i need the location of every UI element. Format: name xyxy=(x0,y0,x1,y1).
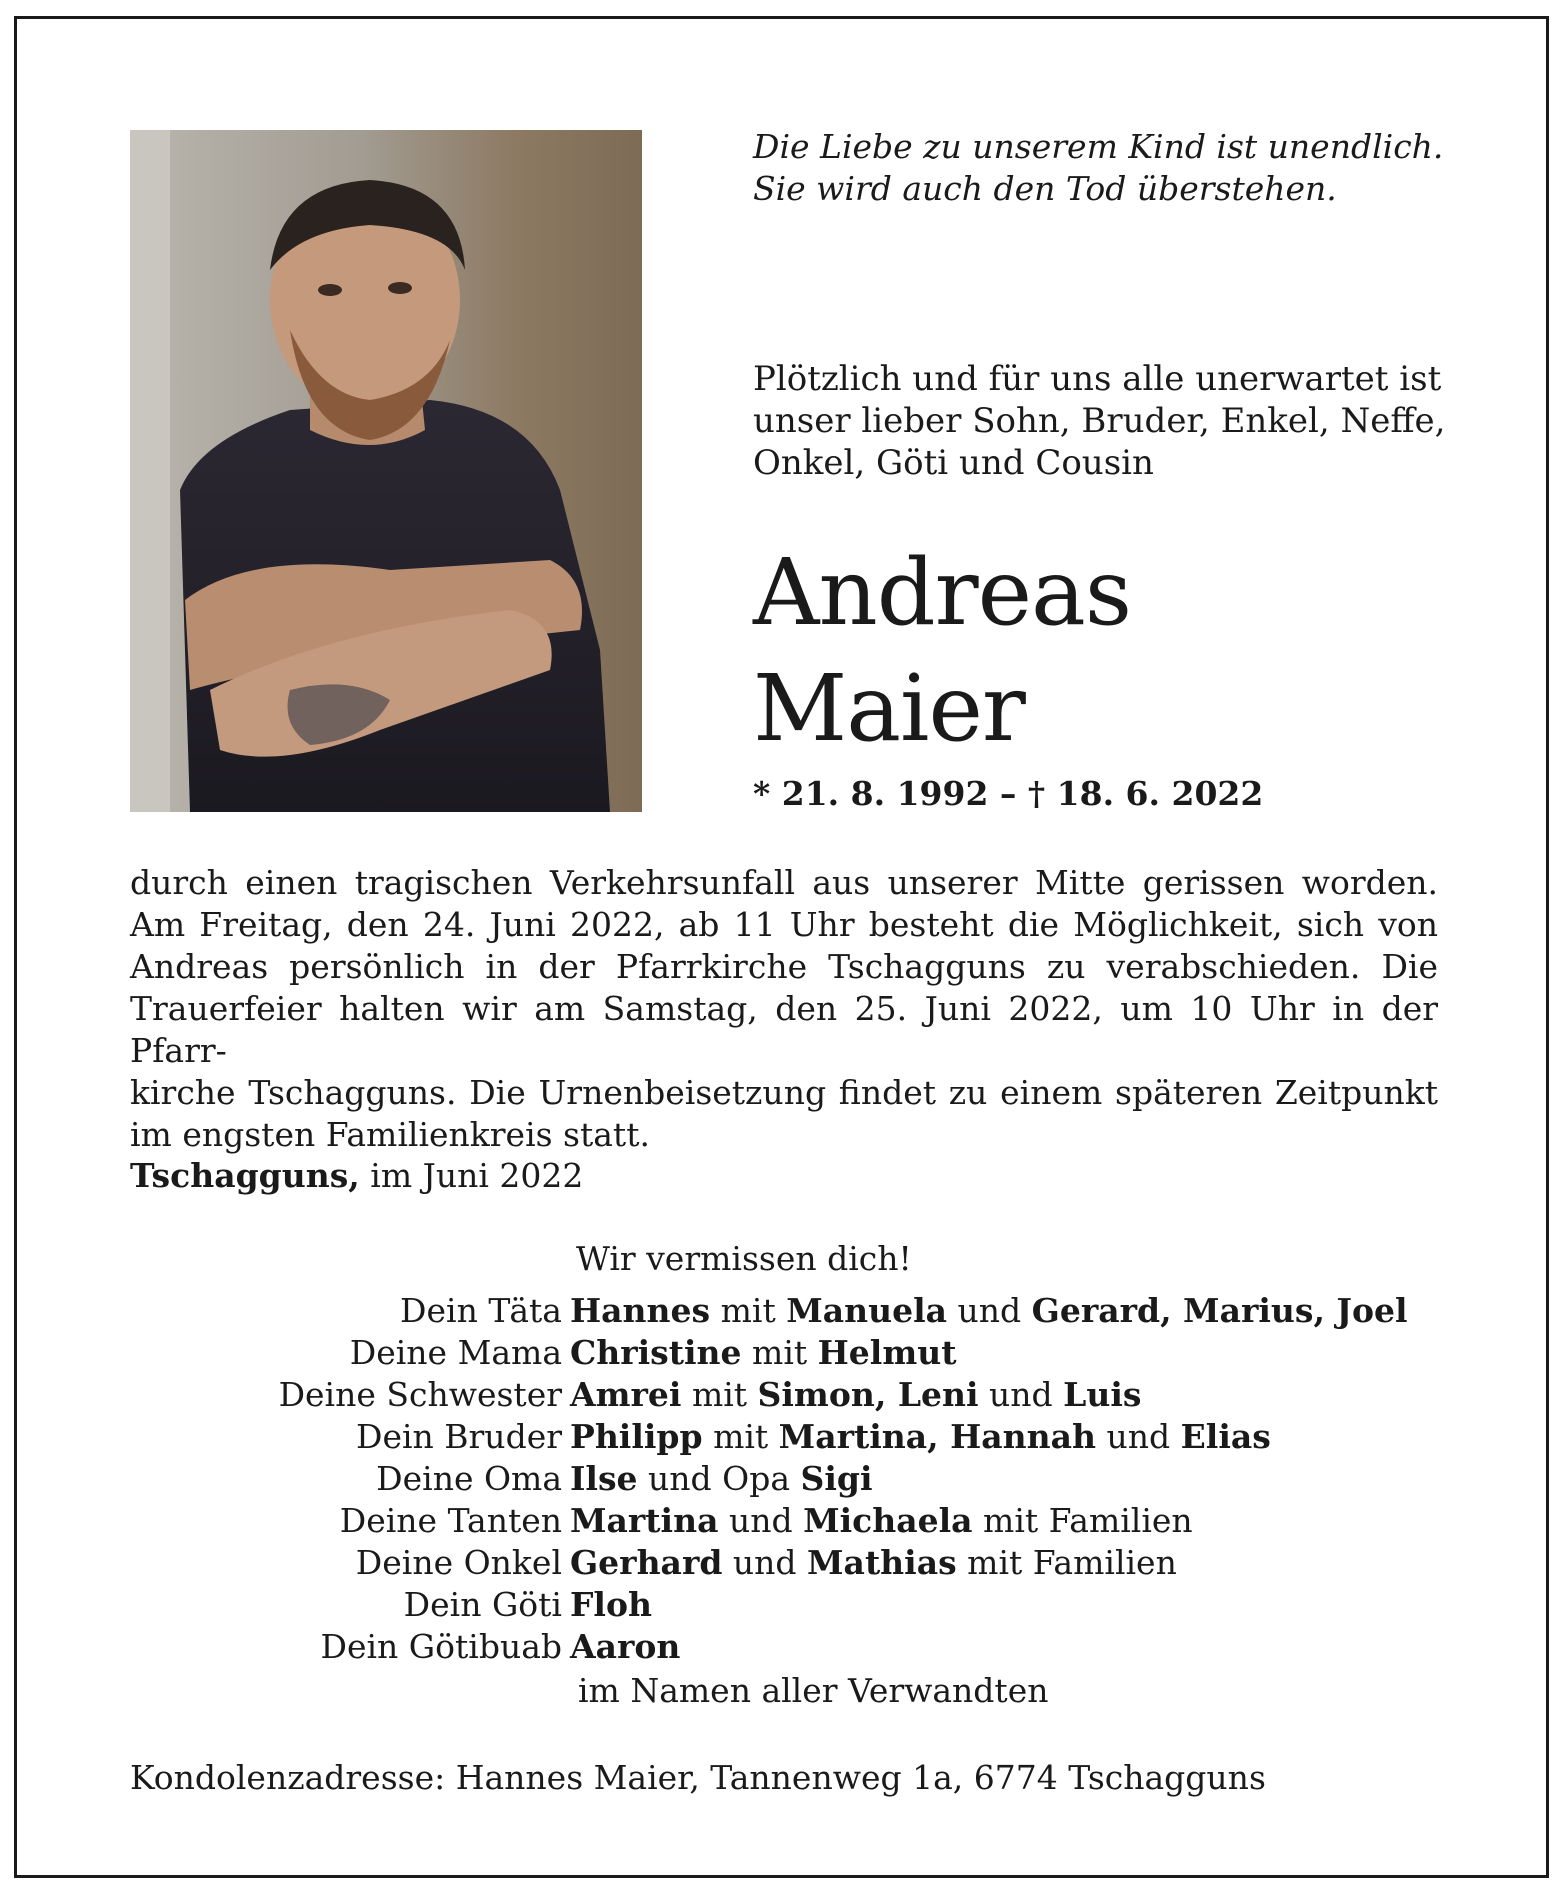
family-member-name: Martina xyxy=(570,1501,719,1540)
family-row xyxy=(130,1416,1460,1458)
family-row xyxy=(130,1332,1460,1374)
family-relation: Deine Mama xyxy=(349,1333,562,1372)
family-names xyxy=(570,1416,1460,1458)
family-connector: mit xyxy=(681,1375,758,1414)
family-connector: mit Familien xyxy=(972,1501,1193,1540)
motto-line: Die Liebe zu unserem Kind ist unendlich. xyxy=(753,127,1444,166)
family-names xyxy=(570,1542,1460,1584)
family-relation: Dein Götibuab xyxy=(320,1627,562,1666)
family-names xyxy=(570,1374,1460,1416)
last-name: Maier xyxy=(753,655,1025,762)
family-member-name: Michaela xyxy=(803,1501,973,1540)
body-line: Trauerfeier halten wir am Samstag, den 25. Juni 2022, um 10 Uhr in der Pfarr- xyxy=(130,989,1438,1070)
family-row xyxy=(130,1584,1460,1626)
family-relation: Deine Schwester xyxy=(278,1375,562,1414)
body-line: kirche Tschagguns. Die Urnenbeisetzung findet zu einem späteren Zeitpunkt xyxy=(130,1073,1438,1112)
family-member-name: Philipp xyxy=(570,1417,703,1456)
family-relation: Dein Täta xyxy=(400,1291,562,1330)
deceased-name xyxy=(753,535,1473,767)
family-row xyxy=(130,1500,1460,1542)
announcement-body xyxy=(130,862,1438,1156)
intro-line: unser lieber Sohn, Bruder, Enkel, Neffe, xyxy=(753,401,1446,441)
body-line: Am Freitag, den 24. Juni 2022, ab 11 Uhr besteht die Möglichkeit, sich von xyxy=(130,905,1438,944)
place-date xyxy=(130,1155,583,1197)
family-member-name: Amrei xyxy=(570,1375,682,1414)
family-connector: und xyxy=(947,1291,1032,1330)
family-names xyxy=(570,1458,1460,1500)
family-connector: mit xyxy=(702,1417,779,1456)
family-connector: und xyxy=(722,1543,808,1582)
body-line: durch einen tragischen Verkehrsunfall aus unserer Mitte gerissen worden. xyxy=(130,863,1438,902)
body-line: Andreas persönlich in der Pfarrkirche Tschagguns zu verabschieden. Die xyxy=(130,947,1438,986)
family-names xyxy=(570,1290,1460,1332)
family-member-name: Floh xyxy=(570,1585,652,1624)
family-member-name: Hannes xyxy=(570,1291,711,1330)
signoff-line: im Namen aller Verwandten xyxy=(578,1671,1049,1710)
family-connector: und xyxy=(718,1501,804,1540)
family-connector: und Opa xyxy=(637,1459,801,1498)
motto-line: Sie wird auch den Tod überstehen. xyxy=(753,169,1337,208)
portrait-photo xyxy=(130,130,642,812)
family-member-name: Sigi xyxy=(800,1459,873,1498)
family-member-name: Christine xyxy=(570,1333,742,1372)
body-line: im engsten Familienkreis statt. xyxy=(130,1115,650,1154)
first-name: Andreas xyxy=(753,539,1132,646)
family-connector: mit xyxy=(710,1291,787,1330)
family-relation: Dein Göti xyxy=(403,1585,562,1624)
family-names xyxy=(570,1584,1460,1626)
condolence-address: Kondolenzadresse: Hannes Maier, Tannenweg 1a, 6774 Tschagguns xyxy=(130,1758,1266,1797)
family-member-name: Aaron xyxy=(570,1627,681,1666)
family-row xyxy=(130,1542,1460,1584)
family-relation: Deine Onkel xyxy=(355,1543,562,1582)
family-row xyxy=(130,1374,1460,1416)
family-relation: Deine Tanten xyxy=(339,1501,562,1540)
family-names xyxy=(570,1332,1460,1374)
portrait-illustration xyxy=(130,130,642,812)
family-relation: Deine Oma xyxy=(376,1459,562,1498)
intro-line: Onkel, Göti und Cousin xyxy=(753,443,1154,483)
life-dates: * 21. 8. 1992 – † 18. 6. 2022 xyxy=(753,774,1264,813)
family-member-name: Martina, Hannah xyxy=(778,1417,1097,1456)
family-member-name: Gerard, Marius, Joel xyxy=(1031,1291,1408,1330)
family-connector: mit Familien xyxy=(956,1543,1177,1582)
family-names xyxy=(570,1626,1460,1668)
family-member-name: Manuela xyxy=(786,1291,948,1330)
family-relation: Dein Bruder xyxy=(356,1417,562,1456)
family-member-name: Luis xyxy=(1063,1375,1142,1414)
family-connector: mit xyxy=(741,1333,818,1372)
family-row xyxy=(130,1458,1460,1500)
intro-line: Plötzlich und für uns alle unerwartet ist xyxy=(753,359,1442,399)
family-member-name: Helmut xyxy=(817,1333,957,1372)
family-row xyxy=(130,1290,1460,1332)
family-member-name: Gerhard xyxy=(570,1543,723,1582)
family-connector: und xyxy=(978,1375,1064,1414)
date-text: im Juni 2022 xyxy=(359,1156,584,1195)
motto-quote xyxy=(753,126,1473,210)
family-row xyxy=(130,1626,1460,1668)
family-member-name: Elias xyxy=(1180,1417,1271,1456)
town-name: Tschagguns, xyxy=(130,1156,360,1195)
announcement-intro xyxy=(753,358,1473,484)
miss-you-line: Wir vermissen dich! xyxy=(576,1239,912,1278)
family-names xyxy=(570,1500,1460,1542)
family-list xyxy=(130,1290,1460,1668)
family-member-name: Ilse xyxy=(570,1459,638,1498)
family-connector: und xyxy=(1096,1417,1181,1456)
family-member-name: Mathias xyxy=(807,1543,957,1582)
family-member-name: Simon, Leni xyxy=(757,1375,979,1414)
